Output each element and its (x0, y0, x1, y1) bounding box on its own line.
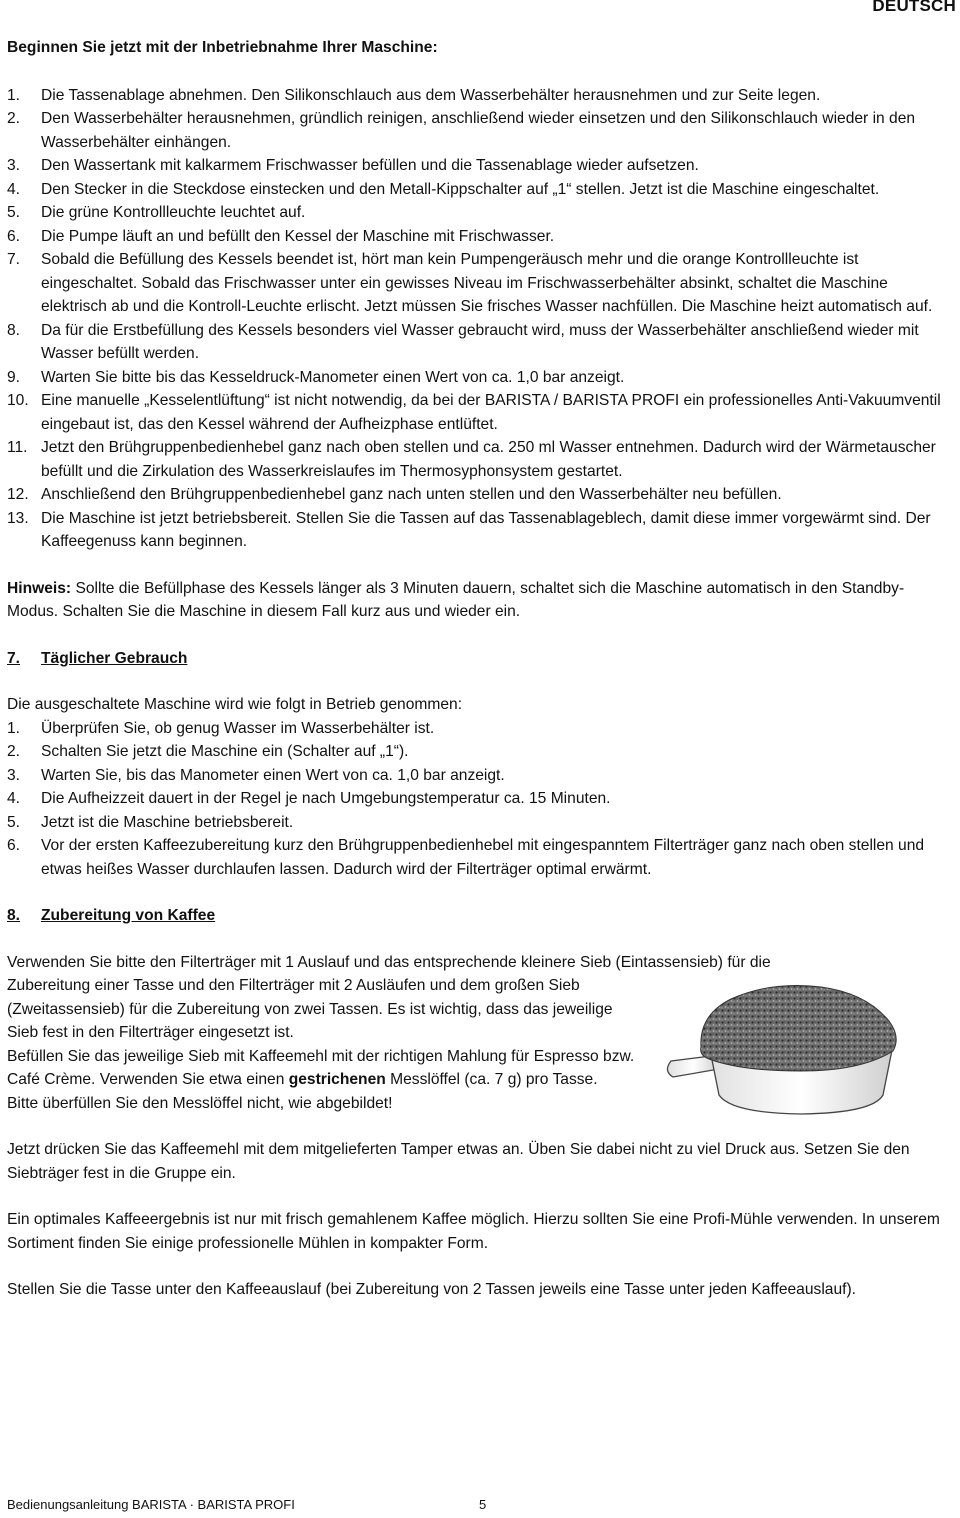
setup-step-item (7, 483, 955, 507)
step-number: 10. (7, 392, 29, 409)
intro-heading: Beginnen Sie jetzt mit der Inbetriebnahme Ihrer Maschine: (7, 39, 438, 56)
daily-step-item (7, 764, 955, 788)
page-footer (7, 1497, 487, 1513)
step-number: 1. (7, 86, 21, 104)
coffee-prep-block (7, 951, 955, 1116)
note-label: Hinweis: (7, 579, 72, 597)
step-text: Überprüfen Sie, ob genug Wasser im Wasserbehälter ist. (41, 719, 435, 737)
section-7-number: 7. (7, 649, 21, 667)
setup-step-item (7, 201, 955, 225)
step-number: 2. (7, 743, 21, 760)
setup-step-item (7, 178, 955, 202)
daily-step-item (7, 787, 955, 811)
step-text: Da für die Erstbefüllung des Kessels besonders viel Wasser gebraucht wird, muss der Wasserbehälter anschließend wieder mit Wasser befüllt werden. (41, 321, 919, 362)
setup-step-item (7, 225, 955, 249)
coffee-para-5: Ein optimales Kaffeeergebnis ist nur mit frisch gemahlenem Kaffee möglich. Hierzu sollten Sie eine Profi-Mühle verwenden. In unserem Sortiment finden Sie einige professionelle Mühlen in kompakter Form. (7, 1211, 940, 1252)
note-text: Sollte die Befüllphase des Kessels länger als 3 Minuten dauern, schaltet sich die Maschine automatisch in den Standby-Modus. Schalten Sie die Maschine in diesem Fall kurz aus und wieder ein. (7, 579, 905, 620)
step-number: 3. (7, 766, 21, 784)
daily-step-item (7, 834, 955, 881)
overfilled-spoon-illustration (661, 973, 901, 1118)
daily-step-item (7, 717, 955, 741)
setup-steps-list (7, 84, 955, 554)
step-text: Schalten Sie jetzt die Maschine ein (Schalter auf „1“). (41, 743, 409, 760)
language-label: DEUTSCH (872, 0, 956, 15)
setup-step-item (7, 436, 955, 483)
setup-step-item (7, 366, 955, 390)
footer-manual-title: Bedienungsanleitung BARISTA · BARISTA PROFI (7, 1497, 295, 1512)
step-text: Jetzt den Brühgruppenbedienhebel ganz nach oben stellen und ca. 250 ml Wasser entnehmen. Dadurch wird der Wärmetauscher befüllt und die Zirkulation des Wasserkreislaufes im Thermosyphonsystem gestartet. (41, 439, 936, 480)
step-number: 9. (7, 368, 21, 386)
coffee-para-1: Zubereitung einer Tasse und den Filterträger mit 2 Ausläufen und dem großen Sieb (Zweitassensieb) für die Zubereitung von zwei Tassen. Es ist wichtig, dass das jeweilige Sieb fest in den Filterträger eingesetzt ist. (7, 977, 613, 1041)
step-number: 11. (7, 439, 28, 456)
coffee-para-1-line-1: Verwenden Sie bitte den Filterträger mit 1 Auslauf und das entsprechende kleinere Sieb (Eintassensieb) für die (7, 953, 771, 971)
section-7-intro: Die ausgeschaltete Maschine wird wie folgt in Betrieb genommen: (7, 696, 463, 713)
daily-step-item (7, 740, 955, 764)
step-text: Die Pumpe läuft an und befüllt den Kessel der Maschine mit Frischwasser. (41, 227, 555, 245)
setup-step-item (7, 248, 955, 319)
section-8-title: 8. Zubereitung von Kaffee (7, 904, 955, 928)
step-number: 3. (7, 157, 21, 174)
step-number: 2. (7, 110, 21, 127)
step-text: Jetzt ist die Maschine betriebsbereit. (41, 813, 294, 831)
setup-step-item (7, 154, 955, 178)
step-number: 5. (7, 813, 21, 831)
document-page (7, 36, 955, 1302)
step-number: 6. (7, 227, 21, 245)
step-text: Sobald die Befüllung des Kessels beendet ist, hört man kein Pumpengeräusch mehr und die orange Kontrollleuchte ist eingeschaltet. Sobald das Frischwasser unter ein gewisses Niveau im Frischwasserbehälter absinkt, schaltet die Maschine elektrisch ab und die Kontroll-Leuchte erlischt. Jetzt müssen Sie frisches Wasser nachfüllen. Die Maschine heizt automatisch auf. (41, 251, 933, 315)
coffee-para-3: Bitte überfüllen Sie den Messlöffel nicht, wie abgebildet! (7, 1094, 393, 1112)
setup-step-item (7, 107, 955, 154)
daily-steps-list (7, 717, 955, 882)
step-number: 7. (7, 251, 21, 268)
step-number: 4. (7, 790, 21, 807)
section-7-title: 7. Täglicher Gebrauch (7, 647, 955, 671)
page-number: 5 (479, 1497, 487, 1512)
step-text: Den Wasserbehälter herausnehmen, gründlich reinigen, anschließend wieder einsetzen und den Silikonschlauch wieder in den Wasserbehälter einhängen. (41, 110, 916, 151)
step-number: 13. (7, 509, 29, 527)
coffee-para-2: Befüllen Sie das jeweilige Sieb mit Kaffeemehl mit der richtigen Mahlung für Espresso bzw. Café Crème. Verwenden Sie etwa einen gestrichenen Messlöffel (ca. 7 g) pro Tasse. (7, 1047, 635, 1088)
coffee-para-6: Stellen Sie die Tasse unter den Kaffeeauslauf (bei Zubereitung von 2 Tassen jeweils eine Tasse unter jeden Kaffeeauslauf). (7, 1281, 856, 1298)
step-number: 12. (7, 486, 29, 503)
step-text: Die grüne Kontrollleuchte leuchtet auf. (41, 204, 306, 221)
step-number: 1. (7, 719, 21, 737)
step-text: Eine manuelle „Kesselentlüftung“ ist nicht notwendig, da bei der BARISTA / BARISTA PROFI ein professionelles Anti-Vakuumventil eingebaut ist, das den Kessel während der Aufheizphase entlüftet. (41, 392, 941, 433)
step-text: Warten Sie, bis das Manometer einen Wert von ca. 1,0 bar anzeigt. (41, 766, 505, 784)
step-text: Warten Sie bitte bis das Kesseldruck-Manometer einen Wert von ca. 1,0 bar anzeigt. (41, 368, 625, 386)
coffee-grounds-heap (701, 985, 897, 1071)
step-text: Den Wassertank mit kalkarmem Frischwasser befüllen und die Tassenablage wieder aufsetzen. (41, 157, 699, 174)
emphasis-gestrichenen: gestrichenen (288, 1071, 386, 1088)
note-paragraph (7, 577, 955, 624)
step-number: 8. (7, 321, 21, 339)
step-text: Die Aufheizzeit dauert in der Regel je nach Umgebungstemperatur ca. 15 Minuten. (41, 790, 611, 807)
setup-step-item (7, 389, 955, 436)
step-number: 4. (7, 180, 21, 198)
setup-step-item (7, 507, 955, 554)
step-number: 6. (7, 837, 21, 854)
step-text: Anschließend den Brühgruppenbedienhebel ganz nach unten stellen und den Wasserbehälter neu befüllen. (41, 486, 782, 503)
section-8-number: 8. (7, 907, 21, 924)
step-number: 5. (7, 204, 21, 221)
step-text: Den Stecker in die Steckdose einstecken und den Metall-Kippschalter auf „1“ stellen. Jetzt ist die Maschine eingeschaltet. (41, 180, 880, 198)
coffee-para-4: Jetzt drücken Sie das Kaffeemehl mit dem mitgelieferten Tamper etwas an. Üben Sie dabei nicht zu viel Druck aus. Setzen Sie den Siebträger fest in die Gruppe ein. (7, 1141, 910, 1182)
step-text: Die Maschine ist jetzt betriebsbereit. Stellen Sie die Tassen auf das Tassenablageblech, damit diese immer vorgewärmt sind. Der Kaffeegenuss kann beginnen. (41, 509, 931, 550)
setup-step-item (7, 319, 955, 366)
setup-step-item (7, 84, 955, 108)
step-text: Vor der ersten Kaffeezubereitung kurz den Brühgruppenbedienhebel mit eingespanntem Filterträger ganz nach oben stellen und etwas heißes Wasser durchlaufen lassen. Dadurch wird der Filterträger optimal erwärmt. (41, 837, 925, 878)
daily-step-item (7, 811, 955, 835)
step-text: Die Tassenablage abnehmen. Den Silikonschlauch aus dem Wasserbehälter herausnehmen und zur Seite legen. (41, 86, 821, 104)
